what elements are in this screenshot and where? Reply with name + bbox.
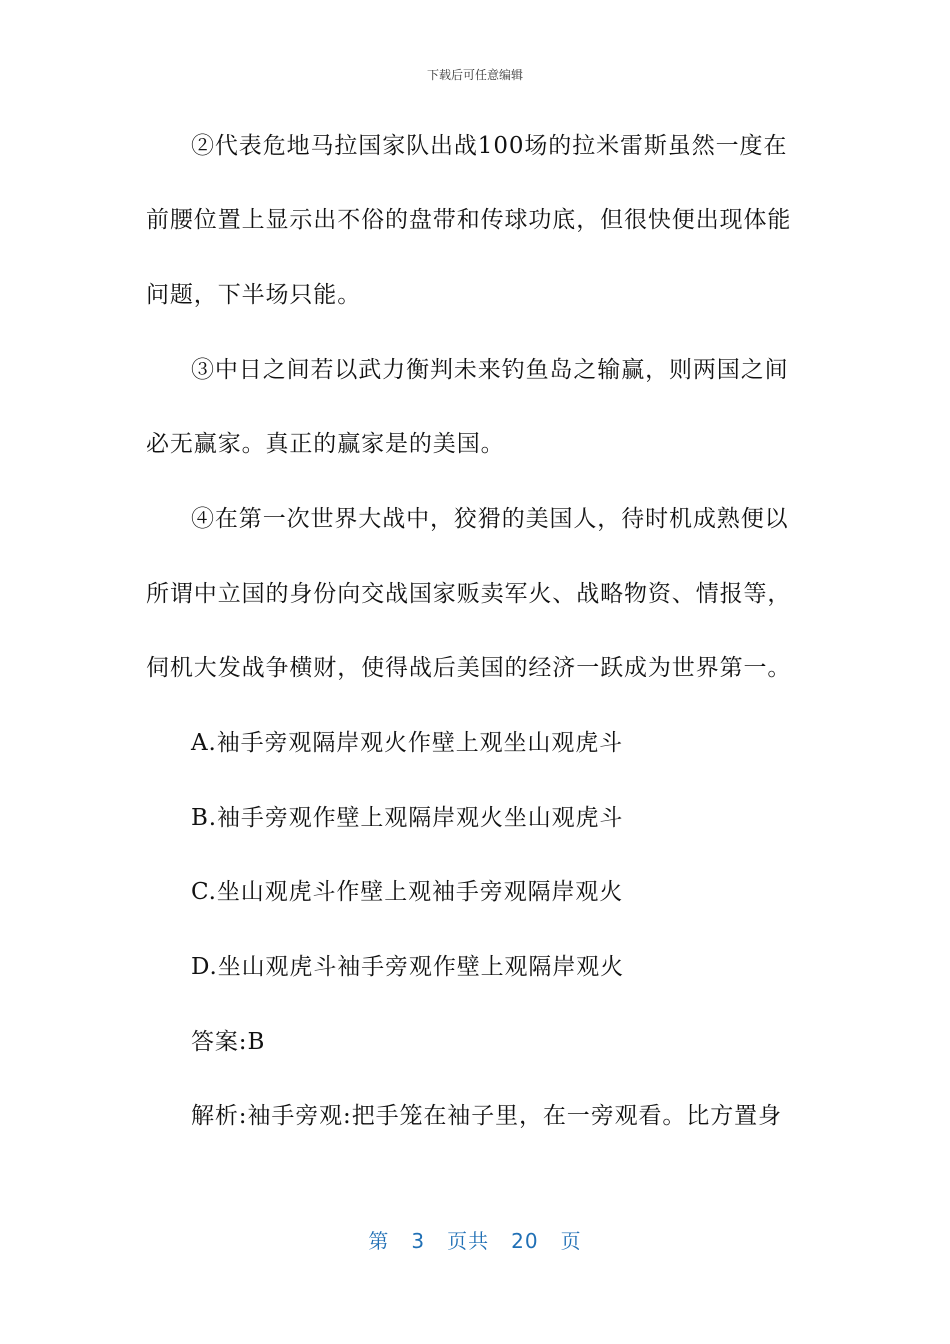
option-c: C.坐山观虎斗作壁上观袖手旁观隔岸观火 <box>191 879 624 905</box>
page-suffix: 页 <box>560 1229 582 1253</box>
paragraph-line: 问题，下半场只能。 <box>146 282 362 308</box>
page-prefix: 第 <box>368 1229 390 1253</box>
option-a: A.袖手旁观隔岸观火作壁上观坐山观虎斗 <box>191 730 624 756</box>
paragraph-line: 前腰位置上显示出不俗的盘带和传球功底，但很快便出现体能 <box>146 207 792 233</box>
total-pages-number: 20 <box>511 1229 539 1253</box>
option-d: D.坐山观虎斗袖手旁观作壁上观隔岸观火 <box>191 954 625 980</box>
analysis-line: 解析:袖手旁观:把手笼在袖子里，在一旁观看。比方置身 <box>191 1103 782 1129</box>
paragraph-line: 所谓中立国的身份向交战国家贩卖军火、战略物资、情报等， <box>146 581 792 607</box>
answer-line: 答案:B <box>191 1029 266 1055</box>
page-footer <box>0 1225 950 1254</box>
header-note: 下载后可任意编辑 <box>426 68 523 82</box>
option-b: B.袖手旁观作壁上观隔岸观火坐山观虎斗 <box>191 805 624 831</box>
page-middle: 页共 <box>447 1229 490 1253</box>
paragraph-line: ③中日之间若以武力衡判未来钓鱼岛之输赢，则两国之间 <box>191 357 789 383</box>
current-page-number: 3 <box>411 1229 426 1253</box>
paragraph-line: 伺机大发战争横财，使得战后美国的经济一跃成为世界第一。 <box>146 655 792 681</box>
paragraph-line: ②代表危地马拉国家队出战100场的拉米雷斯虽然一度在 <box>191 133 788 159</box>
paragraph-line: 必无赢家。真正的赢家是的美国。 <box>146 431 505 457</box>
paragraph-line: ④在第一次世界大战中，狡猾的美国人，待时机成熟便以 <box>191 506 789 532</box>
